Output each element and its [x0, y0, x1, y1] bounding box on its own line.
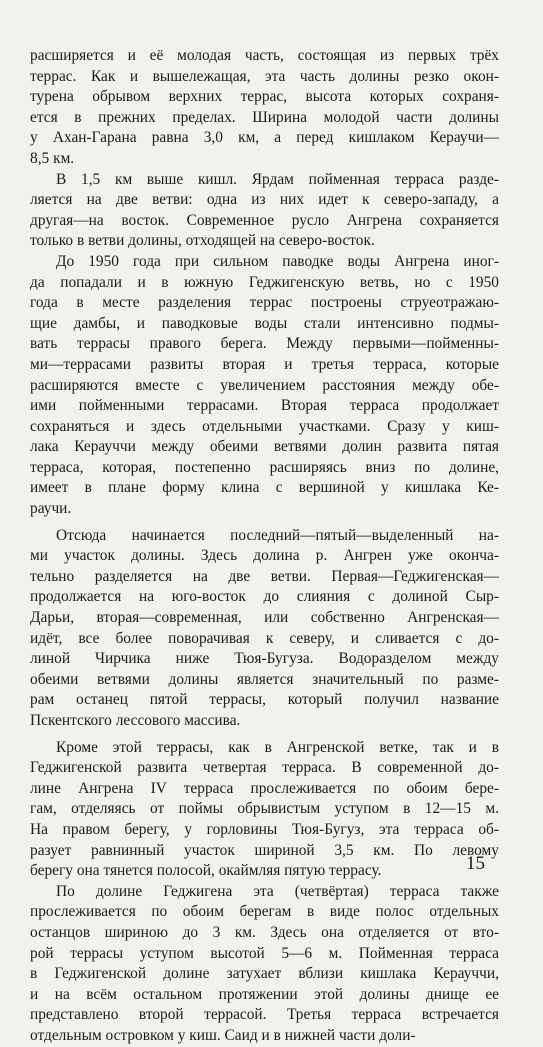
text-line: берегу она тянется полосой, окаймляя пятую террасу.	[30, 862, 382, 880]
text-line: Отсюда начинается последний—пятый—выделенный на-	[56, 526, 499, 544]
text-line: продолжается на юго-восток до слияния с долиной Сыр-	[30, 588, 499, 606]
text-line: и на всём остальном протяжении этой долины днище ее	[30, 985, 499, 1003]
text-line: ляется на две ветви: одна из них идет к северо-западу, а	[30, 191, 499, 209]
text-line: обеими ветвями долины является значительный по разме-	[30, 670, 499, 688]
text-body	[30, 46, 499, 1047]
text-line: Кроме этой террасы, как в Ангренской ветке, так и в	[56, 738, 499, 756]
text-line: представлено второй террасой. Третья терраса встречается	[30, 1006, 499, 1024]
text-line: До 1950 года при сильном паводке воды Ангрена иног-	[56, 252, 499, 270]
text-line: В 1,5 км выше кишл. Ярдам пойменная терраса разде-	[56, 170, 499, 188]
text-line: раучи.	[30, 500, 72, 518]
text-line: идёт, все более поворачивая к северу, и сливается с до-	[30, 629, 499, 647]
text-line: ми участок долины. Здесь долина р. Ангрен уже оконча-	[30, 547, 499, 565]
text-line: у Ахан-Гарана равна 3,0 км, а перед кишлаком Кераучи—	[30, 129, 499, 147]
text-line: прослеживается по обоим берегам в виде полос отдельных	[30, 903, 499, 921]
text-line: вать террасы правого берега. Между первыми—пойменны-	[30, 335, 499, 353]
text-line: отдельным островком у киш. Саид и в нижней части доли-	[30, 1026, 416, 1044]
text-line: рой террасы уступом высотой 5—6 м. Пойменная терраса	[30, 944, 499, 962]
paragraph	[30, 46, 499, 170]
text-line: Пскентского лессового массива.	[30, 712, 241, 729]
text-line: Геджигенской развита четвертая терраса. В современной до-	[30, 759, 499, 777]
text-line: ется в прежних пределах. Ширина молодой части долины	[30, 108, 499, 126]
text-line: разует равнинный участок шириной 3,5 км. По левому	[30, 841, 499, 859]
text-line: лине Ангрена IV терраса прослеживается по обоим бере-	[30, 779, 499, 797]
text-line: турена обрывом верхних террас, высота которых сохраня-	[30, 88, 499, 106]
text-line: Дарьи, вторая—современная, или собственно Ангренская—	[30, 609, 499, 627]
text-line: ими пойменными террасами. Вторая терраса продолжает	[30, 397, 499, 415]
paragraph	[30, 882, 499, 1047]
text-line: сохраняться и здесь отдельными участками. Сразу у киш-	[30, 417, 499, 435]
text-line: только в ветви долины, отходящей на северо-восток.	[30, 232, 375, 250]
text-line: да попадали и в южную Геджигенскую ветвь, но с 1950	[30, 273, 499, 291]
text-line: останцов шириною до 3 км. Здесь она отделяется от вто-	[30, 923, 499, 941]
text-line: По долине Геджигена эта (четвёртая) терраса также	[56, 882, 499, 900]
text-line: гам, отделяясь от поймы обрывистым уступом в 12—15 м.	[30, 800, 499, 818]
text-line: террас. Как и вышележащая, эта часть долины резко окон-	[30, 67, 499, 85]
paragraph	[30, 252, 499, 520]
text-line: ми—террасами развиты вторая и третья терраса, которые	[30, 355, 499, 373]
text-line: терраса, которая, постепенно расширяясь вниз по долине,	[30, 458, 499, 476]
page-number: 15	[466, 853, 485, 874]
paragraph	[30, 170, 499, 252]
text-line: рам останец пятой террасы, который получил название	[30, 691, 499, 709]
text-line: лака Керауччи между обеими ветвями долин развита пятая	[30, 438, 499, 456]
paragraph	[30, 738, 499, 882]
text-line: тельно разделяется на две ветви. Первая—Геджигенская—	[30, 567, 499, 585]
paragraph	[30, 526, 499, 732]
text-line: линой Чирчика ниже Тюя-Бугуза. Водоразделом между	[30, 650, 499, 668]
text-line: года в месте разделения террас построены струеотражаю-	[30, 294, 499, 312]
text-line: На правом берегу, у горловины Тюя-Бугуз, эта терраса об-	[30, 820, 499, 838]
text-line: 8,5 км.	[30, 149, 75, 167]
text-line: другая—на восток. Современное русло Ангрена сохраняется	[30, 211, 499, 229]
text-line: щие дамбы, и паводковые воды стали интенсивно подмы-	[30, 314, 499, 332]
text-line: в Геджигенской долине затухает вблизи кишлака Керауччи,	[30, 965, 499, 983]
text-line: расширяются вместе с увеличением расстояния между обе-	[30, 376, 499, 394]
text-line: имеет в плане форму клина с вершиной у кишлака Ке-	[30, 479, 499, 497]
text-line: расширяется и её молодая часть, состоящая из первых трёх	[30, 47, 499, 64]
